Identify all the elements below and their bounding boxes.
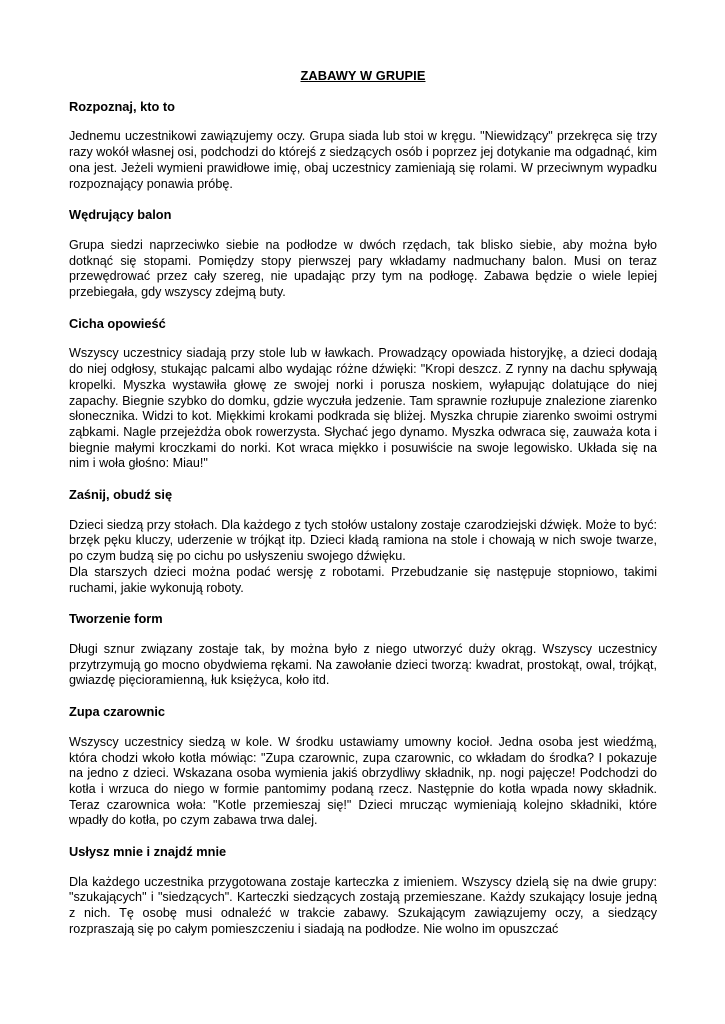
- section-rozpoznaj: [69, 99, 657, 193]
- document-title: ZABAWY W GRUPIE: [300, 68, 426, 83]
- section-zasnij-obudz-sie: [69, 487, 657, 596]
- section-heading: Zaśnij, obudź się: [69, 487, 173, 503]
- section-paragraph: Grupa siedzi naprzeciwko siebie na podłodze w dwóch rzędach, tak blisko siebie, aby można było dotknąć się stopami. Pomiędzy stopy pierwszej pary wkładamy nadmuchany balon. Musi on teraz przewędrować przez cały szereg, nie upadając przy tym na podłogę. Zabawa będzie o wiele lepiej przebiegała, gdy wszyscy zdejmą buty.: [69, 237, 657, 300]
- section-heading: Rozpoznaj, kto to: [69, 98, 175, 114]
- document-page: [69, 68, 657, 938]
- section-heading: Tworzenie form: [69, 611, 163, 627]
- section-tworzenie-form: [69, 611, 657, 689]
- section-wedrujacy-balon: [69, 207, 657, 301]
- section-zupa-czarownic: [69, 704, 657, 829]
- section-heading: Wędrujący balon: [69, 207, 172, 223]
- section-paragraph: Dla każdego uczestnika przygotowana zostaje karteczka z imieniem. Wszyscy dzielą się na dwie grupy: "szukających" i "siedzących". Karteczki siedzących zostają przemieszane. Każdy szukający losuje jedną z nich. Tę osobę musi odnaleźć w trakcie zabawy. Szukającym zawiązujemy oczy, a siedzący rozpraszają się po całym pomieszczeniu i siadają na podłodze. Nie wolno im opuszczać: [69, 874, 657, 936]
- section-heading: Cicha opowieść: [69, 315, 166, 331]
- section-uslysz-mnie: [69, 844, 657, 938]
- section-heading: Usłysz mnie i znajdź mnie: [69, 844, 227, 860]
- section-paragraph: Wszyscy uczestnicy siedzą w kole. W środku ustawiamy umowny kocioł. Jedna osoba jest wiedźmą, która chodzi wkoło kotła mówiąc: "Zupa czarownic, zupa czarownic, co wkładam do środka? I pokazuje na jedno z dzieci. Wskazana osoba wymienia jakiś obrzydliwy składnik, np. nogi pajęcze! Podchodzi do kotła i wrzuca do niego w formie pantomimy podaną rzecz. Następnie do kotła wpada nowy składnik. Teraz czarownica woła: "Kotle przemieszaj się!" Dzieci mrucząc wymieniają kolejno składniki, które wpadły do kotła, po czym zabawa trwa dalej.: [69, 734, 657, 828]
- section-cicha-opowiesc: [69, 316, 657, 472]
- section-paragraph: Długi sznur związany zostaje tak, by można było z niego utworzyć duży okrąg. Wszyscy uczestnicy przytrzymują go mocno obydwiema rękami. Na zawołanie dzieci tworzą: kwadrat, prostokąt, owal, trójkąt, gwiazdę pięcioramienną, łuk księżyca, koło itd.: [69, 641, 657, 688]
- section-paragraph: Wszyscy uczestnicy siadają przy stole lub w ławkach. Prowadzący opowiada historyjkę, a dzieci dodają do niej odgłosy, stukając palcami albo wydając różne dźwięki: "Kropi deszcz. Z rynny na dachu spływają kropelki. Myszka wystawiła głowę ze swojej norki i porusza noskiem, wyłapując dolatujące do niej zapachy. Biegnie szybko do domku, gdzie wyczuła jedzenie. Tam sprawnie rozłupuje znalezione ziarenko słonecznika. Widzi to kot. Miękkimi krokami podkrada się bliżej. Myszka chrupie ziarenko swoimi ostrymi ząbkami. Nagle przejeżdża obok rowerzysta. Słychać jego dynamo. Myszka odwraca się, zauważa kota i biegnie małymi kroczkami do norki. Kot wraca miękko i posuwiście na swoje legowisko. Układa się na nim i woła głośno: Miau!": [69, 346, 657, 471]
- section-paragraph: Dla starszych dzieci można podać wersję z robotami. Przebudzanie się następuje stopniowo, takimi ruchami, jakie wykonują roboty.: [69, 564, 657, 595]
- section-heading: Zupa czarownic: [69, 704, 165, 720]
- section-paragraph: Jednemu uczestnikowi zawiązujemy oczy. Grupa siada lub stoi w kręgu. "Niewidzący" przekręca się trzy razy wokół własnej osi, podchodzi do którejś z siedzących osób i poprzez jej dotykanie ma odgadnąć, kim ona jest. Jeżeli wymieni prawidłowe imię, obaj uczestnicy zamieniają się rolami. W przeciwnym wypadku rozpoznający ponawia próbę.: [69, 129, 658, 191]
- section-paragraph: Dzieci siedzą przy stołach. Dla każdego z tych stołów ustalony zostaje czarodziejski dźwięk. Może to być: brzęk pęku kluczy, uderzenie w trójkąt itp. Dzieci kładą ramiona na stole i chowają w nich swoje twarze, po czym budzą się po cichu po usłyszeniu swojego dźwięku.: [69, 517, 657, 564]
